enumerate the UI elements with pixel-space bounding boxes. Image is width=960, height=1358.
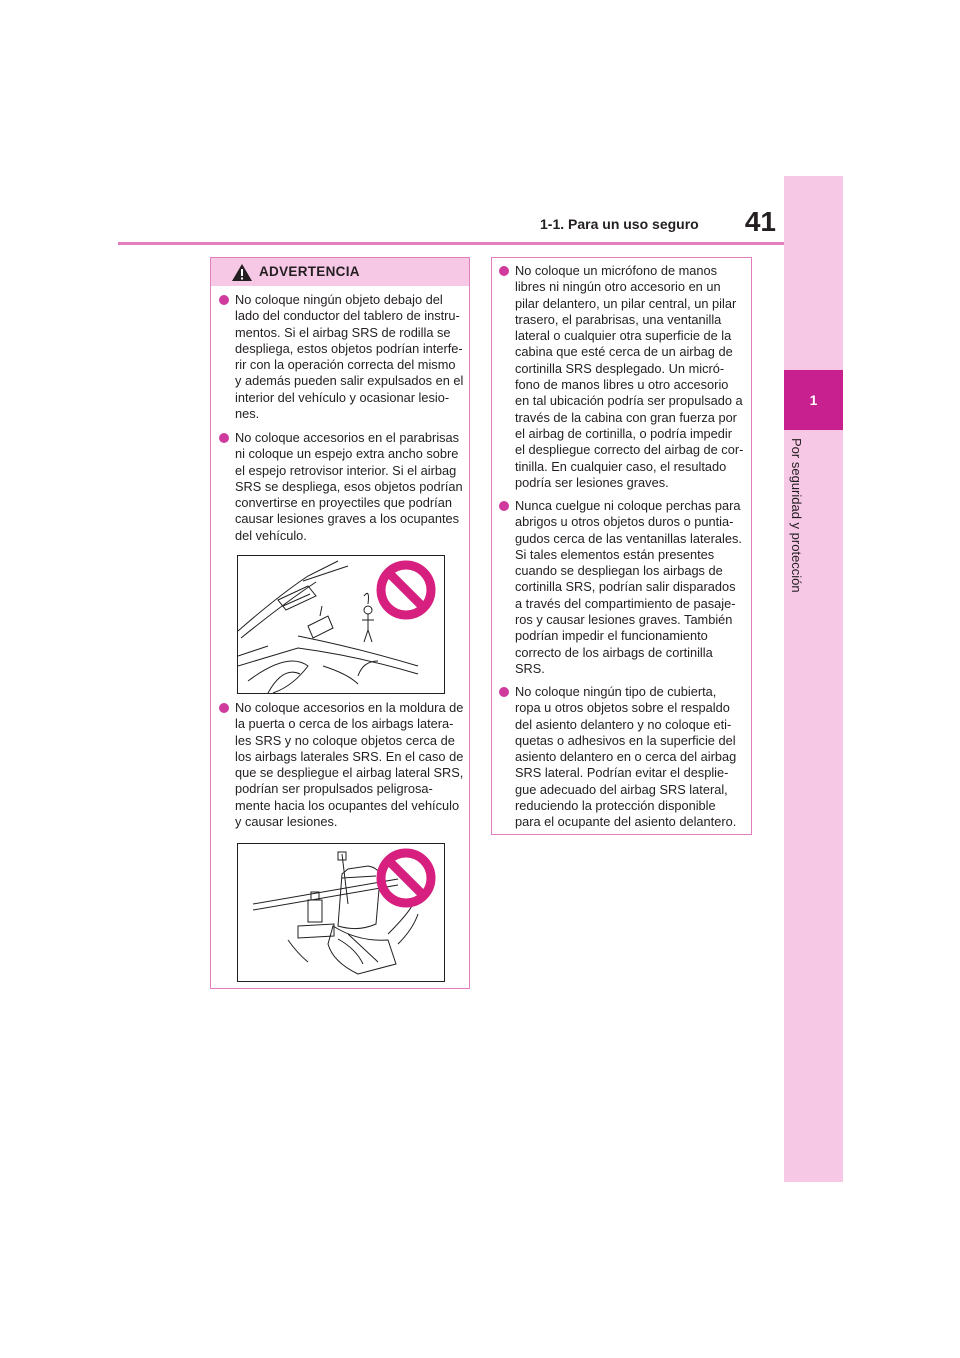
list-item	[499, 684, 749, 831]
item-text: No coloque ningún tipo de cubierta, ropa u otros objetos sobre el respaldo del asiento delantero y no coloque eti- quetas o adhesivos en la superficie del asiento delantero en o cerca del airbag SRS lateral. Podrían evitar el desplie- gue adecuado del airbag SRS lateral, reduciendo la protección disponible para el ocupante del asiento delantero.	[515, 684, 737, 830]
bullet-icon	[499, 687, 509, 697]
list-item	[499, 498, 749, 677]
warning-box-left	[210, 257, 470, 989]
bullet-icon	[499, 501, 509, 511]
item-text: No coloque un micrófono de manos libres ni ningún otro accesorio en un pilar delantero, un pilar central, un pilar trasero, el parabrisas, una ventanilla lateral o cualquier otra superficie de la cabina que esté cerca de un airbag de cortinilla SRS desplegado. Un micró- fono de manos libres u otro accesorio en tal ubicación podría ser propulsado a través de la cabina con gran fuerza por el airbag de cortinilla, o podría impedir el despliegue correcto del airbag de cor- tinilla. En cualquier caso, el resultado podría ser lesiones graves.	[515, 263, 744, 490]
list-item	[219, 292, 465, 422]
seat-airbag-illustration	[237, 843, 445, 982]
bullet-icon	[219, 295, 229, 305]
warning-box-right	[491, 257, 752, 835]
list-item	[219, 700, 465, 830]
list-item	[499, 263, 749, 491]
chapter-label: Por seguridad y protección	[789, 438, 804, 593]
section-title: 1-1. Para un uso seguro	[540, 216, 699, 232]
header-rule	[118, 242, 784, 245]
item-text: Nunca cuelgue ni coloque perchas para abrigos u otros objetos duros o puntia- gudos cerca de las ventanillas laterales. Si tales elementos están presentes cuando se despliegan los airbags de cortinilla SRS, podrían salir disparados a través del compartimiento de pasaje- ros y causar lesiones graves. También podrían impedir el funcionamiento correcto de los airbags de cortinilla SRS.	[515, 498, 742, 676]
list-item	[219, 430, 465, 544]
item-text: No coloque ningún objeto debajo del lado del conductor del tablero de instru- mentos. Si el airbag SRS de rodilla se despliega, estos objetos podrían interfe- rir con la operación correcta del mismo y además pueden salir expulsados en el interior del vehículo y ocasionar lesio- nes.	[235, 292, 464, 422]
warning-triangle-icon	[231, 263, 253, 282]
item-text: No coloque accesorios en la moldura de la puerta o cerca de los airbags latera- les SRS y no coloque objetos cerca de los airbags laterales SRS. En el caso de que se despliegue el airbag lateral SRS, podrían ser propulsados peligrosa- mente hacia los ocupantes del vehículo y causar lesiones.	[235, 700, 464, 830]
bullet-icon	[499, 266, 509, 276]
warning-header	[211, 258, 469, 286]
bullet-icon	[219, 433, 229, 443]
prohibition-icon	[381, 853, 431, 903]
windshield-mirror-illustration	[237, 555, 445, 694]
prohibition-icon	[381, 565, 431, 615]
page-number: 41	[744, 206, 776, 237]
bullet-icon	[219, 703, 229, 713]
chapter-number-tab[interactable]: 1	[784, 370, 843, 430]
chapter-side-tab	[784, 176, 843, 1182]
item-text: No coloque accesorios en el parabrisas ni coloque un espejo extra ancho sobre el espejo retrovisor interior. Si el airbag SRS se despliega, esos objetos podrían convertirse en proyectiles que podrían causar lesiones graves a los ocupantes del vehículo.	[235, 430, 463, 543]
warning-title: ADVERTENCIA	[259, 264, 360, 279]
